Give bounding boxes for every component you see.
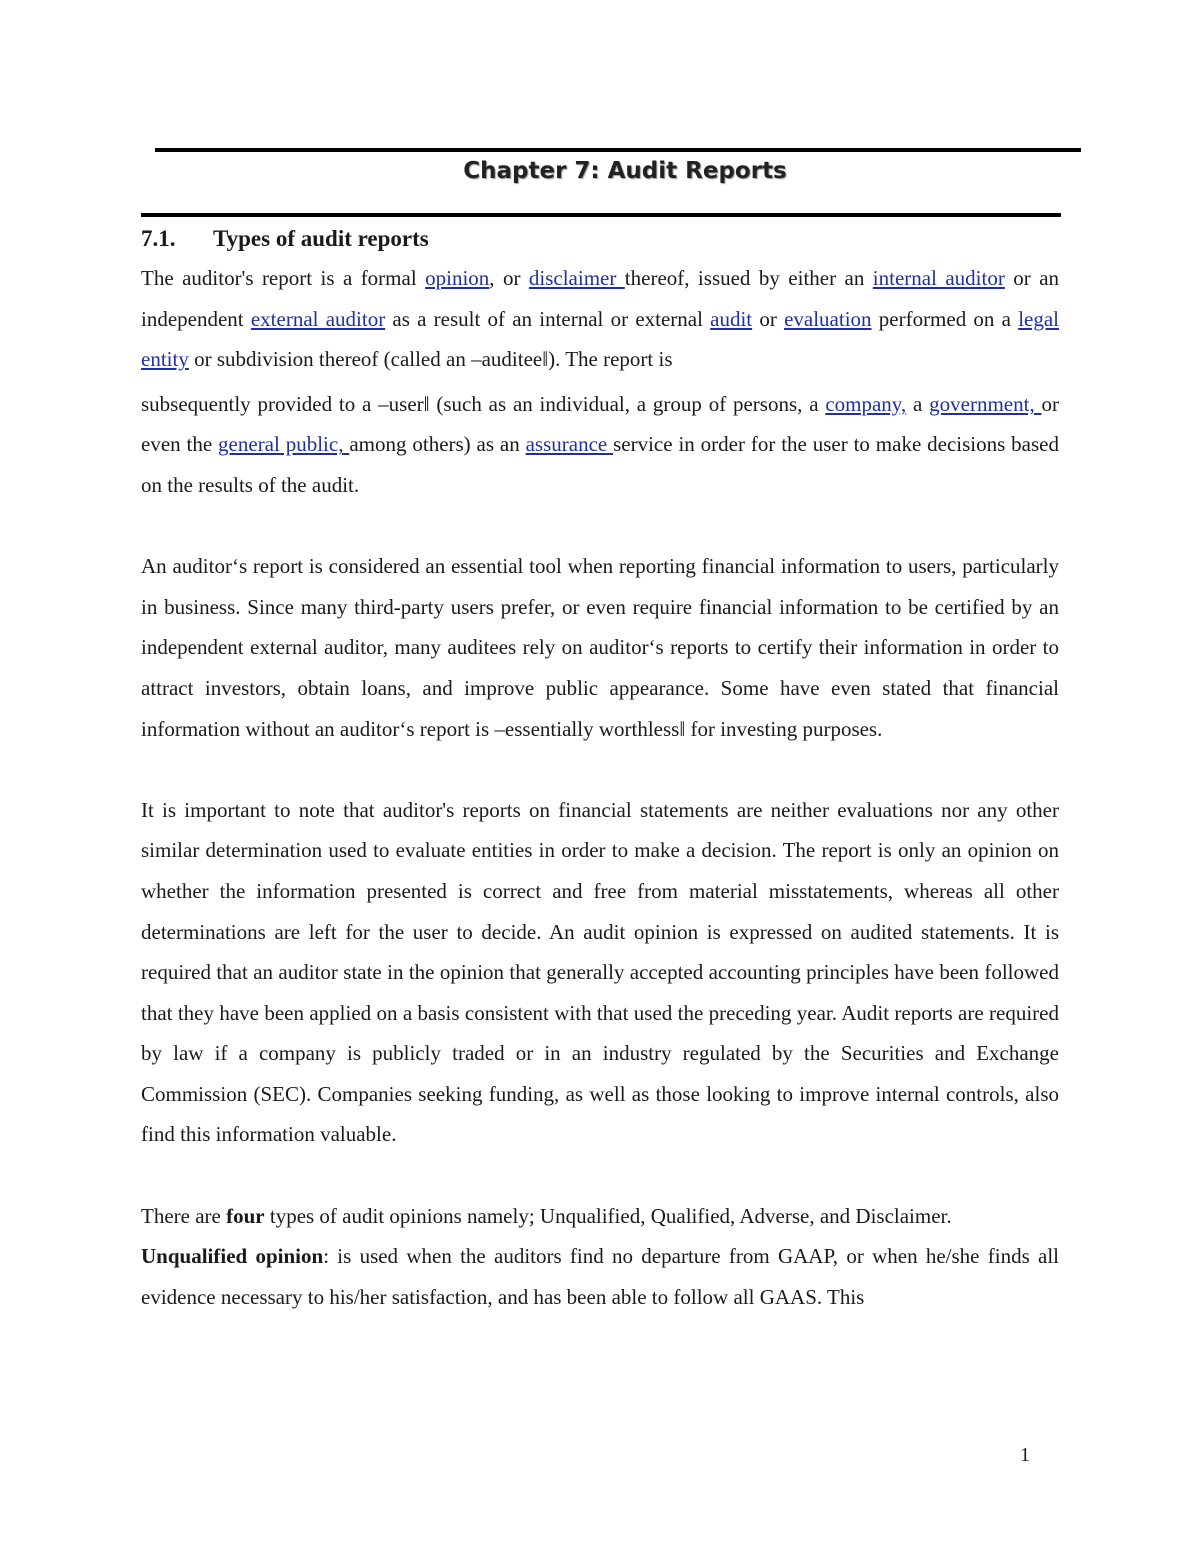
chapter-top-rule	[155, 148, 1081, 152]
link-internal-auditor[interactable]: internal auditor	[872, 266, 1005, 290]
paragraph-opinion-types	[141, 1196, 1059, 1237]
paragraph-important-note: It is important to note that auditor's reports on financial statements are neither evaluations nor any other similar determination used to evaluate entities in order to make a decision. The report is only an opinion on whether the information presented is correct and free from material misstatements, whereas all other determinations are left for the user to decide. An audit opinion is expressed on audited statements. It is required that an auditor state in the opinion that generally accepted accounting principles have been followed that they have been applied on a basis consistent with that used the preceding year. Audit reports are required by law if a company is publicly traded or in an industry regulated by the Securities and Exchange Commission (SEC). Companies seeking funding, as well as those looking to improve internal controls, also find this information valuable.	[141, 797, 1059, 1147]
link-opinion[interactable]: opinion	[425, 266, 490, 290]
text: The auditor's report is a formal	[141, 266, 426, 290]
paragraph-essential-tool: An auditor‘s report is considered an essential tool when reporting financial information to users, particularly in business. Since many third-party users prefer, or even require financial information to be certified by an independent external auditor, many auditees rely on auditor‘s reports to certify their information in order to attract investors, obtain loans, and improve public appearance. Some have even stated that financial information without an auditor‘s report is –essentially worthless‖ for investing purposes.	[141, 554, 1059, 741]
link-government[interactable]: government,	[929, 391, 1042, 416]
text: service in order for the user to make decisions based on the results of the audit.	[141, 432, 1059, 497]
section-number: 7.1.	[141, 226, 176, 251]
text: thereof, issued by either an	[624, 266, 873, 290]
link-assurance[interactable]: assurance	[525, 432, 614, 457]
text: among others) as an	[349, 432, 526, 457]
bold-four: four	[226, 1203, 265, 1228]
paragraph-spacer	[141, 1155, 1059, 1196]
text: or an independent	[141, 266, 1060, 331]
text: types of audit opinions namely; Unqualified, Qualified, Adverse, and Disclaimer.	[264, 1203, 952, 1228]
section-title: Types of audit reports	[213, 226, 429, 251]
text: or subdivision thereof (called an –auditee‖). The report is	[188, 347, 673, 372]
text: : is used when the auditors find no departure from GAAP, or when he/she finds all evidence necessary to his/her satisfaction, and has been able to follow all GAAS. This	[141, 1244, 1060, 1309]
text: a	[906, 391, 930, 416]
text: subsequently provided to a –user‖ (such as an individual, a group of persons, a	[141, 391, 826, 416]
text: as a result of an internal or external	[385, 306, 711, 331]
chapter-bottom-rule	[141, 213, 1061, 217]
text: or	[752, 306, 785, 331]
link-general-public[interactable]: general public,	[218, 432, 350, 457]
paragraph-intro-continued	[141, 384, 1059, 506]
link-legal-entity[interactable]: legal entity	[141, 306, 1059, 372]
text: performed on a	[871, 306, 1019, 331]
link-evaluation[interactable]: evaluation	[784, 306, 872, 331]
page-number: 1	[1020, 1444, 1030, 1466]
section-heading	[141, 220, 1059, 258]
paragraph-spacer	[141, 749, 1059, 790]
text: or even the	[141, 391, 1059, 457]
text: There are	[141, 1203, 227, 1228]
document-body	[141, 218, 1059, 1317]
paragraph-spacer	[141, 506, 1059, 547]
paragraph-unqualified-opinion	[141, 1236, 1059, 1317]
link-disclaimer[interactable]: disclaimer	[528, 266, 625, 290]
text: , or	[489, 266, 529, 290]
link-audit[interactable]: audit	[710, 306, 753, 331]
term-unqualified-opinion: Unqualified opinion	[141, 1244, 324, 1269]
link-external-auditor[interactable]: external auditor	[250, 306, 386, 331]
chapter-title: Chapter 7: Audit Reports	[463, 158, 787, 184]
paragraph-intro	[141, 258, 1059, 380]
link-company[interactable]: company,	[825, 391, 907, 416]
